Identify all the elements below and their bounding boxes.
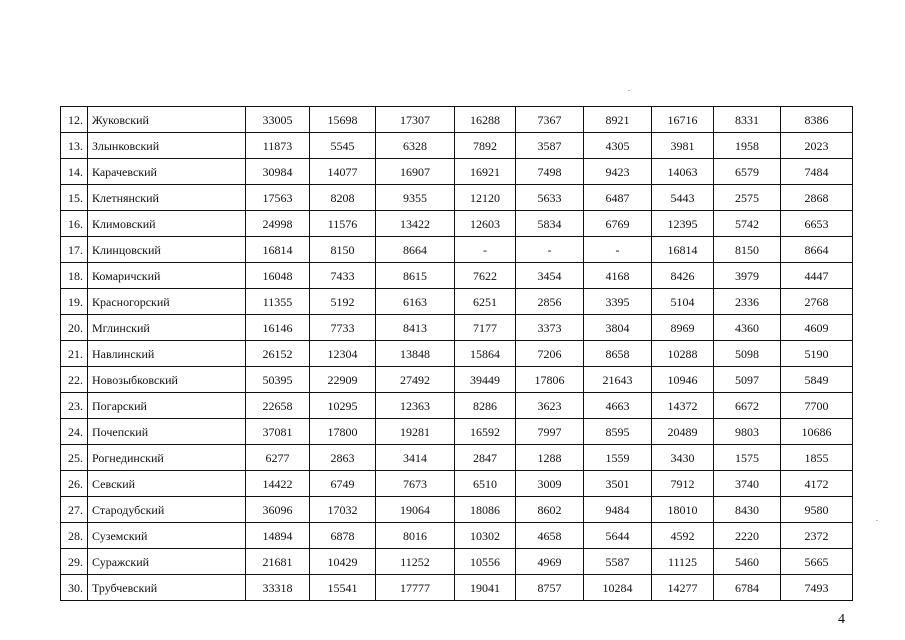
value-cell: 8602: [516, 497, 584, 523]
value-cell: 3587: [516, 133, 584, 159]
value-cell: -: [516, 237, 584, 263]
value-cell: 22658: [246, 393, 310, 419]
table-row: [61, 523, 853, 549]
value-cell: 2847: [455, 445, 516, 471]
value-cell: 17806: [516, 367, 584, 393]
table-row: [61, 237, 853, 263]
value-cell: 5097: [714, 367, 781, 393]
value-cell: 7700: [781, 393, 853, 419]
row-number: 25.: [61, 445, 88, 471]
value-cell: 19281: [376, 419, 455, 445]
value-cell: 1855: [781, 445, 853, 471]
value-cell: 7622: [455, 263, 516, 289]
value-cell: 16716: [652, 107, 714, 133]
table-row: [61, 185, 853, 211]
value-cell: 4305: [584, 133, 652, 159]
value-cell: 6579: [714, 159, 781, 185]
district-name: Погарский: [88, 393, 246, 419]
page-number: 4: [838, 612, 845, 627]
district-name: Трубчевский: [88, 575, 246, 601]
table-row: [61, 315, 853, 341]
value-cell: 36096: [246, 497, 310, 523]
value-cell: 4592: [652, 523, 714, 549]
district-name: Почепский: [88, 419, 246, 445]
value-cell: 6749: [310, 471, 376, 497]
district-name: Севский: [88, 471, 246, 497]
value-cell: 14372: [652, 393, 714, 419]
value-cell: 6784: [714, 575, 781, 601]
value-cell: 11873: [246, 133, 310, 159]
value-cell: 5742: [714, 211, 781, 237]
value-cell: 8426: [652, 263, 714, 289]
value-cell: 14422: [246, 471, 310, 497]
value-cell: 15864: [455, 341, 516, 367]
value-cell: 9355: [376, 185, 455, 211]
row-number: 27.: [61, 497, 88, 523]
value-cell: 10429: [310, 549, 376, 575]
value-cell: 6510: [455, 471, 516, 497]
value-cell: 16921: [455, 159, 516, 185]
value-cell: 11252: [376, 549, 455, 575]
district-name: Суземский: [88, 523, 246, 549]
table-row: [61, 445, 853, 471]
value-cell: 8208: [310, 185, 376, 211]
value-cell: 2868: [781, 185, 853, 211]
value-cell: 13422: [376, 211, 455, 237]
value-cell: 1288: [516, 445, 584, 471]
value-cell: 1559: [584, 445, 652, 471]
district-name: Клинцовский: [88, 237, 246, 263]
value-cell: 6653: [781, 211, 853, 237]
scan-speck: [628, 90, 630, 91]
district-name: Карачевский: [88, 159, 246, 185]
value-cell: 6277: [246, 445, 310, 471]
value-cell: 2863: [310, 445, 376, 471]
value-cell: 2023: [781, 133, 853, 159]
value-cell: -: [455, 237, 516, 263]
table-row: [61, 133, 853, 159]
value-cell: 3501: [584, 471, 652, 497]
district-name: Клетнянский: [88, 185, 246, 211]
row-number: 23.: [61, 393, 88, 419]
value-cell: 14063: [652, 159, 714, 185]
value-cell: 7484: [781, 159, 853, 185]
value-cell: 17777: [376, 575, 455, 601]
row-number: 14.: [61, 159, 88, 185]
value-cell: 4658: [516, 523, 584, 549]
value-cell: 4168: [584, 263, 652, 289]
value-cell: 18086: [455, 497, 516, 523]
row-number: 26.: [61, 471, 88, 497]
value-cell: 5098: [714, 341, 781, 367]
value-cell: 4969: [516, 549, 584, 575]
district-name: Рогнединский: [88, 445, 246, 471]
table-row: [61, 107, 853, 133]
value-cell: 2856: [516, 289, 584, 315]
value-cell: 11576: [310, 211, 376, 237]
value-cell: 6672: [714, 393, 781, 419]
value-cell: 15698: [310, 107, 376, 133]
value-cell: 5460: [714, 549, 781, 575]
value-cell: 3009: [516, 471, 584, 497]
value-cell: 19064: [376, 497, 455, 523]
table-row: [61, 289, 853, 315]
value-cell: 5665: [781, 549, 853, 575]
value-cell: 21681: [246, 549, 310, 575]
scan-speck: [876, 520, 878, 521]
value-cell: 14894: [246, 523, 310, 549]
value-cell: 1575: [714, 445, 781, 471]
value-cell: 8430: [714, 497, 781, 523]
value-cell: 7493: [781, 575, 853, 601]
district-name: Суражский: [88, 549, 246, 575]
value-cell: 4447: [781, 263, 853, 289]
value-cell: 3395: [584, 289, 652, 315]
row-number: 19.: [61, 289, 88, 315]
table-row: [61, 211, 853, 237]
value-cell: 16048: [246, 263, 310, 289]
value-cell: 12603: [455, 211, 516, 237]
row-number: 29.: [61, 549, 88, 575]
value-cell: 11355: [246, 289, 310, 315]
district-name: Климовский: [88, 211, 246, 237]
table-row: [61, 159, 853, 185]
value-cell: 12395: [652, 211, 714, 237]
value-cell: 8016: [376, 523, 455, 549]
value-cell: 14277: [652, 575, 714, 601]
value-cell: 2336: [714, 289, 781, 315]
value-cell: 8615: [376, 263, 455, 289]
value-cell: 8658: [584, 341, 652, 367]
row-number: 15.: [61, 185, 88, 211]
value-cell: 3454: [516, 263, 584, 289]
value-cell: 5190: [781, 341, 853, 367]
value-cell: 7177: [455, 315, 516, 341]
value-cell: 2575: [714, 185, 781, 211]
value-cell: 8595: [584, 419, 652, 445]
row-number: 28.: [61, 523, 88, 549]
value-cell: 3373: [516, 315, 584, 341]
value-cell: 26152: [246, 341, 310, 367]
value-cell: 11125: [652, 549, 714, 575]
value-cell: 2220: [714, 523, 781, 549]
value-cell: 2768: [781, 289, 853, 315]
value-cell: 19041: [455, 575, 516, 601]
value-cell: 8664: [376, 237, 455, 263]
value-cell: 8664: [781, 237, 853, 263]
value-cell: 10295: [310, 393, 376, 419]
value-cell: 4663: [584, 393, 652, 419]
value-cell: 2372: [781, 523, 853, 549]
value-cell: 9803: [714, 419, 781, 445]
row-number: 30.: [61, 575, 88, 601]
district-name: Новозыбковский: [88, 367, 246, 393]
district-name: Злынковский: [88, 133, 246, 159]
value-cell: 6769: [584, 211, 652, 237]
value-cell: 27492: [376, 367, 455, 393]
value-cell: 16814: [652, 237, 714, 263]
value-cell: 6487: [584, 185, 652, 211]
table-row: [61, 341, 853, 367]
table-row: [61, 367, 853, 393]
value-cell: 16907: [376, 159, 455, 185]
value-cell: 6251: [455, 289, 516, 315]
value-cell: 33318: [246, 575, 310, 601]
value-cell: 5104: [652, 289, 714, 315]
value-cell: 8757: [516, 575, 584, 601]
value-cell: 7433: [310, 263, 376, 289]
value-cell: 16814: [246, 237, 310, 263]
value-cell: 17563: [246, 185, 310, 211]
value-cell: 4609: [781, 315, 853, 341]
value-cell: 33005: [246, 107, 310, 133]
value-cell: 30984: [246, 159, 310, 185]
value-cell: 9423: [584, 159, 652, 185]
value-cell: 5545: [310, 133, 376, 159]
value-cell: 22909: [310, 367, 376, 393]
table-row: [61, 575, 853, 601]
value-cell: 10686: [781, 419, 853, 445]
value-cell: 6328: [376, 133, 455, 159]
value-cell: 7673: [376, 471, 455, 497]
value-cell: 3623: [516, 393, 584, 419]
value-cell: 5587: [584, 549, 652, 575]
value-cell: 8331: [714, 107, 781, 133]
table-row: [61, 549, 853, 575]
district-name: Навлинский: [88, 341, 246, 367]
table-row: [61, 497, 853, 523]
value-cell: 14077: [310, 159, 376, 185]
value-cell: 17800: [310, 419, 376, 445]
table-row: [61, 263, 853, 289]
value-cell: 12304: [310, 341, 376, 367]
value-cell: 8386: [781, 107, 853, 133]
value-cell: 13848: [376, 341, 455, 367]
value-cell: 8150: [310, 237, 376, 263]
value-cell: 6163: [376, 289, 455, 315]
value-cell: 1958: [714, 133, 781, 159]
value-cell: 8286: [455, 393, 516, 419]
value-cell: 4172: [781, 471, 853, 497]
value-cell: 10302: [455, 523, 516, 549]
value-cell: 10288: [652, 341, 714, 367]
value-cell: 5633: [516, 185, 584, 211]
value-cell: 9580: [781, 497, 853, 523]
value-cell: 8413: [376, 315, 455, 341]
value-cell: 37081: [246, 419, 310, 445]
value-cell: 10556: [455, 549, 516, 575]
district-name: Мглинский: [88, 315, 246, 341]
value-cell: 17032: [310, 497, 376, 523]
value-cell: 3740: [714, 471, 781, 497]
table-row: [61, 419, 853, 445]
value-cell: 24998: [246, 211, 310, 237]
value-cell: 5192: [310, 289, 376, 315]
value-cell: 17307: [376, 107, 455, 133]
district-population-table: [60, 106, 853, 601]
value-cell: 8150: [714, 237, 781, 263]
value-cell: 7367: [516, 107, 584, 133]
value-cell: -: [584, 237, 652, 263]
value-cell: 15541: [310, 575, 376, 601]
value-cell: 16146: [246, 315, 310, 341]
value-cell: 21643: [584, 367, 652, 393]
value-cell: 16592: [455, 419, 516, 445]
district-name: Стародубский: [88, 497, 246, 523]
row-number: 21.: [61, 341, 88, 367]
row-number: 24.: [61, 419, 88, 445]
value-cell: 5443: [652, 185, 714, 211]
value-cell: 4360: [714, 315, 781, 341]
value-cell: 3981: [652, 133, 714, 159]
value-cell: 8969: [652, 315, 714, 341]
value-cell: 39449: [455, 367, 516, 393]
district-name: Жуковский: [88, 107, 246, 133]
district-name: Красногорский: [88, 289, 246, 315]
value-cell: 7912: [652, 471, 714, 497]
row-number: 18.: [61, 263, 88, 289]
value-cell: 9484: [584, 497, 652, 523]
value-cell: 8921: [584, 107, 652, 133]
value-cell: 10284: [584, 575, 652, 601]
value-cell: 12120: [455, 185, 516, 211]
row-number: 20.: [61, 315, 88, 341]
value-cell: 7206: [516, 341, 584, 367]
value-cell: 5644: [584, 523, 652, 549]
row-number: 13.: [61, 133, 88, 159]
value-cell: 7997: [516, 419, 584, 445]
value-cell: 7498: [516, 159, 584, 185]
value-cell: 7733: [310, 315, 376, 341]
row-number: 16.: [61, 211, 88, 237]
value-cell: 5834: [516, 211, 584, 237]
value-cell: 16288: [455, 107, 516, 133]
value-cell: 18010: [652, 497, 714, 523]
table-row: [61, 393, 853, 419]
value-cell: 12363: [376, 393, 455, 419]
row-number: 22.: [61, 367, 88, 393]
district-name: Комаричский: [88, 263, 246, 289]
value-cell: 3979: [714, 263, 781, 289]
table-row: [61, 471, 853, 497]
value-cell: 50395: [246, 367, 310, 393]
table-body: [61, 107, 853, 601]
value-cell: 5849: [781, 367, 853, 393]
row-number: 12.: [61, 107, 88, 133]
value-cell: 6878: [310, 523, 376, 549]
value-cell: 3414: [376, 445, 455, 471]
value-cell: 20489: [652, 419, 714, 445]
value-cell: 10946: [652, 367, 714, 393]
row-number: 17.: [61, 237, 88, 263]
value-cell: 3430: [652, 445, 714, 471]
value-cell: 7892: [455, 133, 516, 159]
value-cell: 3804: [584, 315, 652, 341]
